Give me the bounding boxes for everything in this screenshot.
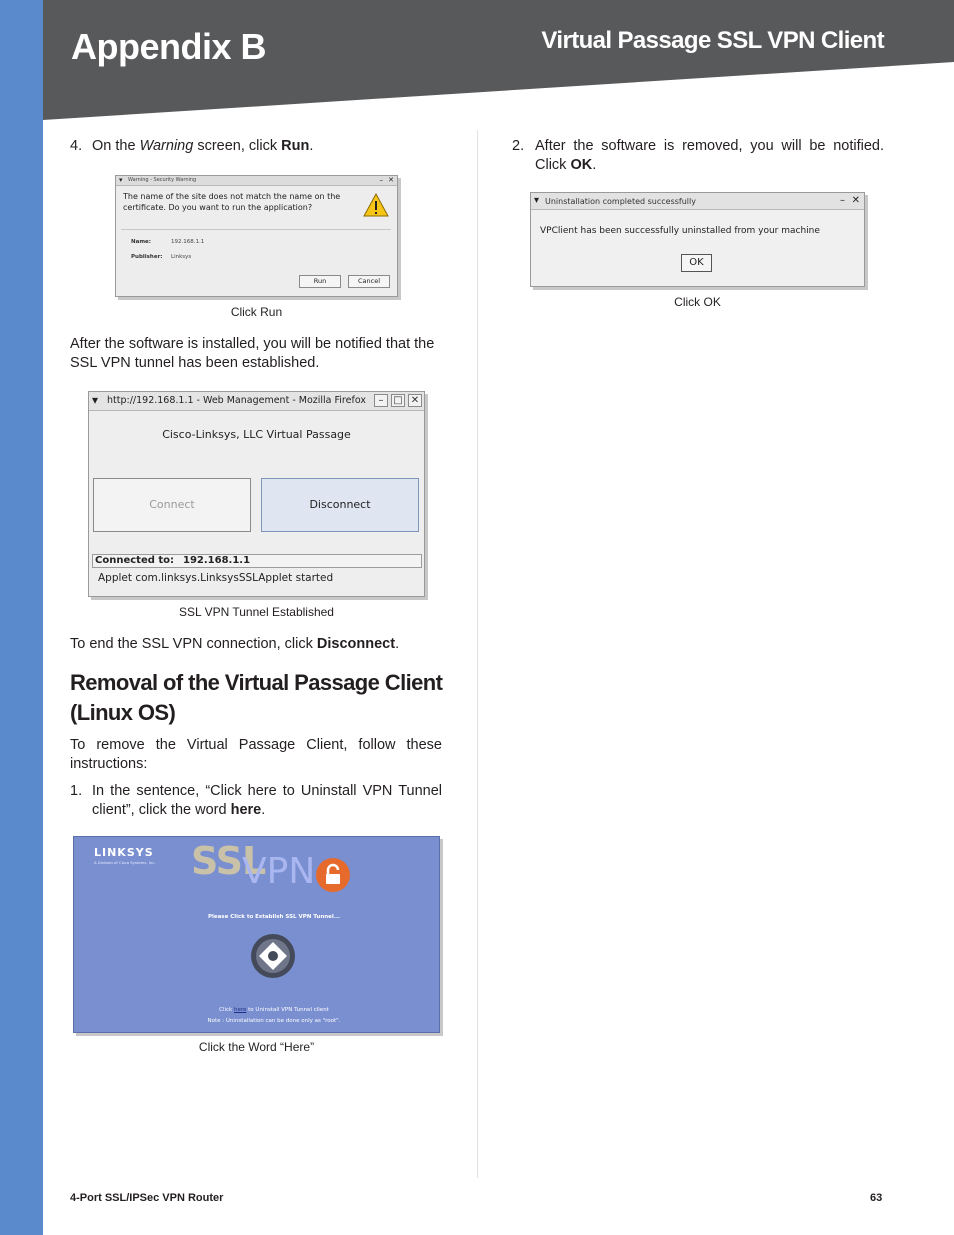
caption-tunnel-established: SSL VPN Tunnel Established: [179, 605, 334, 619]
publisher-label: Publisher:: [131, 254, 163, 260]
step-2-text: After the software is removed, you will be notified. Click OK.: [535, 138, 884, 173]
step-number: 4.: [70, 138, 83, 154]
step-1-text: In the sentence, “Click here to Uninstall VPN Tunnel client”, click the word here.: [92, 783, 442, 818]
window-title: http://192.168.1.1 - Web Management - Mozilla Firefox: [107, 395, 366, 406]
step-number: 1.: [70, 783, 83, 799]
establish-tunnel-prompt: Please Click to Establish SSL VPN Tunnel...: [207, 914, 341, 920]
ssl-vpn-page-screenshot: [73, 836, 440, 1033]
menu-icon: ▾: [119, 176, 123, 184]
menu-icon: ▾: [534, 195, 540, 206]
caption-click-run: Click Run: [230, 305, 283, 319]
side-color-bar: [0, 0, 43, 1235]
remove-paragraph: To remove the Virtual Passage Client, follow these instructions:: [70, 737, 442, 772]
here-link[interactable]: here: [234, 1007, 247, 1013]
connected-to-value: 192.168.1.1: [183, 555, 251, 566]
uninstall-message: VPClient has been successfully uninstalled from your machine: [540, 226, 820, 236]
dialog-title: Warning - Security Warning: [128, 177, 197, 183]
uninstall-dialog-screenshot: [530, 192, 865, 287]
footer-product: 4-Port SSL/IPSec VPN Router: [70, 1192, 224, 1204]
minimize-button[interactable]: –: [374, 394, 388, 407]
warning-message: The name of the site does not match the name on the certificate. Do you want to run the application?: [123, 192, 341, 212]
close-icon: ✕: [851, 195, 860, 206]
name-value: 192.168.1.1: [171, 239, 205, 245]
tunnel-window-screenshot: [88, 391, 425, 597]
connected-to-label: Connected to:: [95, 555, 175, 566]
column-divider: [477, 130, 478, 1178]
maximize-button[interactable]: □: [391, 394, 405, 407]
applet-heading: Cisco-Linksys, LLC Virtual Passage: [162, 428, 351, 441]
name-label: Name:: [131, 239, 151, 245]
step-number: 2.: [512, 138, 525, 154]
close-icon: ✕: [388, 176, 394, 184]
linksys-logo: LINKSYS: [94, 846, 154, 859]
connect-vpn-icon[interactable]: [250, 933, 296, 979]
publisher-value: Linksys: [171, 254, 192, 260]
caption-click-ok: Click OK: [674, 295, 721, 309]
applet-status: Applet com.linksys.LinksysSSLApplet started: [98, 572, 334, 584]
connect-button[interactable]: Connect: [93, 478, 251, 532]
installed-paragraph: After the software is installed, you will be notified that the SSL VPN tunnel has been established.: [70, 336, 435, 371]
disconnect-button[interactable]: Disconnect: [261, 478, 419, 532]
section-heading: Removal of the Virtual Passage Client (Linux OS): [70, 670, 443, 725]
dialog-titlebar: [116, 176, 397, 186]
connection-status-box: [92, 554, 422, 568]
uninstall-line: Click here to Uninstall VPN Tunnel client: [219, 1007, 329, 1013]
step-4-text: On the Warning screen, click Run.: [92, 138, 314, 154]
dialog-title: Uninstallation completed successfully: [545, 197, 696, 206]
cancel-button[interactable]: Cancel: [348, 275, 390, 288]
uninstall-note: Note : Uninstallation can be done only as "root".: [207, 1018, 341, 1024]
lock-icon: [315, 857, 351, 893]
caption-click-here: Click the Word “Here”: [198, 1040, 315, 1054]
vpn-logo-text: VPN: [242, 851, 316, 892]
minimize-icon: –: [840, 195, 845, 206]
run-button[interactable]: Run: [299, 275, 341, 288]
menu-icon: ▾: [92, 393, 99, 407]
linksys-tagline: A Division of Cisco Systems, Inc.: [94, 860, 156, 865]
ok-button[interactable]: OK: [681, 254, 712, 272]
ssl-logo-text: SSL: [191, 839, 266, 883]
window-titlebar: [89, 392, 424, 411]
divider: [121, 229, 391, 230]
page-number: 63: [870, 1192, 883, 1204]
section-title: Virtual Passage SSL VPN Client: [541, 27, 884, 54]
warning-icon: [363, 193, 389, 217]
dialog-titlebar: [531, 193, 864, 210]
appendix-title: Appendix B: [71, 26, 267, 67]
end-connection-paragraph: To end the SSL VPN connection, click Disconnect.: [70, 636, 400, 652]
close-button[interactable]: ✕: [408, 394, 422, 407]
minimize-icon: –: [379, 176, 383, 184]
warning-dialog-screenshot: [115, 175, 398, 297]
